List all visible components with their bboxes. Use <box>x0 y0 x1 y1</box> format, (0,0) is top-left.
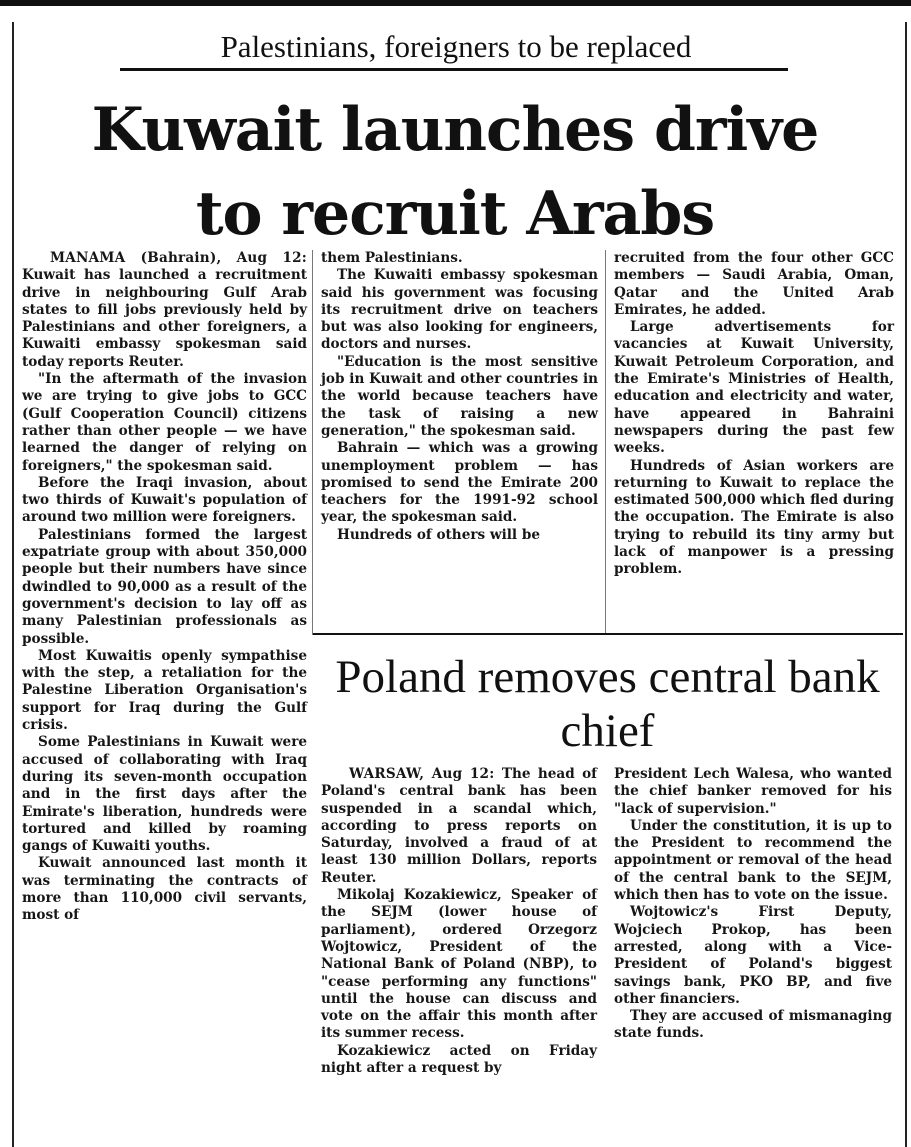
paragraph-text: Before the Iraqi invasion, about two thirds of Kuwait's population of around two million were foreigners. <box>22 474 307 526</box>
article-divider <box>313 633 903 635</box>
left-column-rule <box>12 22 14 1147</box>
right-column-rule <box>905 22 907 1147</box>
article2-headline: Poland removes central bank chief <box>335 651 880 757</box>
paragraph <box>321 1043 597 1078</box>
paragraph <box>614 766 892 818</box>
paragraph-text: them Palestinians. <box>321 250 463 266</box>
article1-headline-line2: to recruit Arabs <box>195 179 715 249</box>
paragraph <box>22 527 307 648</box>
article2-column-2 <box>614 766 892 1043</box>
dateline: MANAMA (Bahrain), Aug 12: <box>50 250 307 266</box>
kicker-underline <box>120 68 788 71</box>
paragraph-text: Kozakiewicz acted on Friday night after a request by <box>321 1042 597 1077</box>
article2-column-1 <box>321 766 597 1077</box>
dateline: WARSAW, Aug 12: <box>349 766 495 782</box>
paragraph-text: "In the aftermath of the invasion we are trying to give jobs to GCC (Gulf Cooperation Council) citizens rather than other people — we have learned the danger of relying on foreigners," the spokesman said. <box>22 371 307 474</box>
paragraph-text: Mikolaj Kozakiewicz, Speaker of the SEJM (lower house of parliament), ordered Orzegorz Wojtowicz, President of the National Bank of Poland (NBP), to "cease performing any functions" until the house can discuss and vote on the affair this month after its summer recess. <box>321 887 597 1042</box>
paragraph <box>614 818 892 904</box>
paragraph <box>321 250 598 267</box>
paragraph <box>22 371 307 475</box>
paragraph <box>614 319 894 457</box>
paragraph <box>321 887 597 1043</box>
paragraph <box>22 734 307 855</box>
paragraph-text: The Kuwaiti embassy spokesman said his government was focusing its recruitment drive on teachers but was also looking for engineers, doctors and nurses. <box>321 267 598 353</box>
paragraph <box>614 458 894 579</box>
paragraph-text: They are accused of mismanaging state funds. <box>614 1008 892 1042</box>
article1-headline <box>20 88 890 256</box>
paragraph <box>22 475 307 527</box>
paragraph-text: Hundreds of others will be <box>337 526 540 543</box>
column-divider <box>605 250 606 635</box>
article1-column-1 <box>22 250 307 925</box>
paragraph <box>321 440 598 526</box>
paragraph <box>22 250 307 371</box>
paragraph <box>321 766 597 887</box>
paragraph-text: Some Palestinians in Kuwait were accused of collaborating with Iraq during its seven-month occupation and in the first days after the Emirate's liberation, hundreds were tortured and killed by roaming gangs of Kuwaiti youths. <box>22 734 307 855</box>
column-divider <box>312 250 313 635</box>
paragraph <box>321 354 598 440</box>
paragraph-text: President Lech Walesa, who wanted the chief banker removed for his "lack of supervision." <box>614 766 892 817</box>
paragraph-text: "Education is the most sensitive job in Kuwait and other countries in the world because teachers have the task of raising a new generation," the spokesman said. <box>321 353 598 439</box>
paragraph <box>22 648 307 734</box>
paragraph-text: Kuwait has launched a recruitment drive in neighbouring Gulf Arab states to fill jobs previously held by Palestinians and other foreigners, a Kuwaiti embassy spokesman said today reports Reuter. <box>22 267 307 370</box>
article1-headline-line1: Kuwait launches drive <box>91 95 819 165</box>
paragraph-text: recruited from the four other GCC members — Saudi Arabia, Oman, Qatar and the United Arab Emirates, he added. <box>614 250 894 318</box>
paragraph-text: Most Kuwaitis openly sympathise with the step, a retaliation for the Palestine Liberation Organisation's support for Iraq during the Gulf crisis. <box>22 647 307 734</box>
paragraph-text: Under the constitution, it is up to the President to recommend the appointment or removal of the head of the central bank to the SEJM, which then has to vote on the issue. <box>614 817 892 904</box>
paragraph-text: Wojtowicz's First Deputy, Wojciech Prokop, has been arrested, along with a Vice-President of Poland's biggest savings bank, PKO BP, and five other financiers. <box>614 904 892 1007</box>
paragraph-text: Large advertisements for vacancies at Kuwait University, Kuwait Petroleum Corporation, and the Emirate's Ministries of Health, education and electricity and water, have appeared in Bahraini newspapers during the past few weeks. <box>614 319 894 457</box>
paragraph-text: Hundreds of Asian workers are returning to Kuwait to replace the estimated 500,000 which fled during the occupation. The Emirate is also trying to rebuild its tiny army but lack of manpower is a pressing problem. <box>614 457 894 578</box>
top-rule <box>0 0 911 6</box>
article1-column-3 <box>614 250 894 579</box>
paragraph <box>321 267 598 353</box>
paragraph-text: Kuwait announced last month it was terminating the contracts of more than 110,000 civil servants, most of <box>22 855 307 924</box>
paragraph-text: Palestinians formed the largest expatriate group with about 350,000 people but their numbers have since dwindled to 90,000 as a result of the government's decision to lay off as many Palestinian professionals as possible. <box>22 526 307 647</box>
paragraph <box>614 904 892 1008</box>
article1-column-2 <box>321 250 598 544</box>
article1-kicker: Palestinians, foreigners to be replaced <box>220 29 692 64</box>
paragraph-text: The head of Poland's central bank has been suspended in a scandal which, according to press reports on Saturday, involved a fraud of at least 130 million Dollars, reports Reuter. <box>321 766 597 886</box>
paragraph <box>614 1008 892 1043</box>
paragraph <box>614 250 894 319</box>
masthead-fragment <box>0 0 125 2</box>
paragraph-text: Bahrain — which was a growing unemployment problem — has promised to send the Emirate 200 teachers for the 1991-92 school year, the spokesman said. <box>321 440 598 526</box>
paragraph <box>22 855 307 924</box>
paragraph <box>321 527 598 544</box>
